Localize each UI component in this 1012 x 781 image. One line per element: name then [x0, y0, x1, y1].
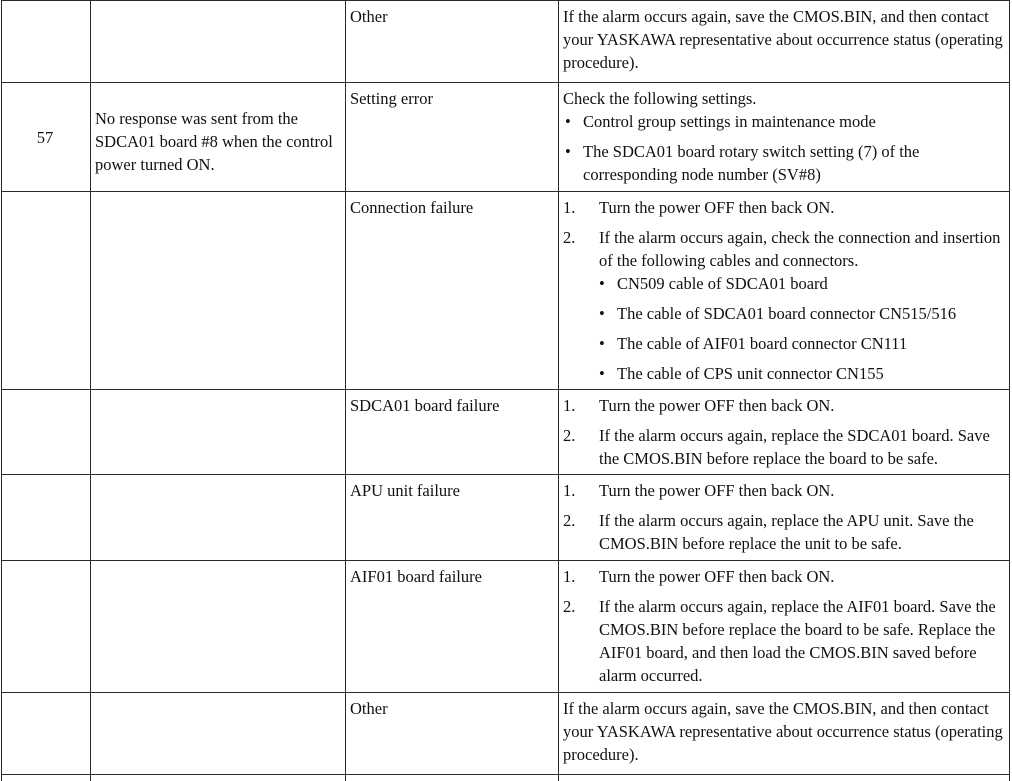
- table-row: [2, 475, 1010, 561]
- alarm-description-cell: [91, 83, 346, 192]
- remedy-cell: [559, 561, 1010, 693]
- remedy-cell: [559, 475, 1010, 561]
- list-item: [599, 272, 1003, 295]
- remedy-cell: [559, 83, 1010, 192]
- cause-cell: APU unit failure: [346, 475, 559, 561]
- bullet-text: The SDCA01 board rotary switch setting (7) of the corresponding node number (SV#8): [583, 140, 1003, 186]
- alarm-number-cell: 57: [2, 83, 91, 192]
- bullet-text: The cable of CPS unit connector CN155: [617, 362, 884, 385]
- step-number: 1.: [563, 394, 599, 417]
- list-item: [563, 424, 1003, 470]
- alarm-description-cell: [91, 1, 346, 83]
- alarm-description-cell: [91, 390, 346, 475]
- empty-cell: [91, 775, 346, 781]
- bullet-text: The cable of AIF01 board connector CN111: [617, 332, 907, 355]
- step-number: 1.: [563, 196, 599, 219]
- step-text: Turn the power OFF then back ON.: [599, 479, 1003, 502]
- step-text: If the alarm occurs again, replace the SDCA01 board. Save the CMOS.BIN before replace the board to be safe.: [599, 424, 1003, 470]
- alarm-table: [1, 0, 1010, 781]
- step-text: If the alarm occurs again, replace the APU unit. Save the CMOS.BIN before replace the unit to be safe.: [599, 509, 1003, 555]
- list-item: [563, 226, 1003, 385]
- step-text: Turn the power OFF then back ON.: [599, 394, 1003, 417]
- bullet-icon: •: [563, 140, 583, 186]
- list-item: [599, 302, 1003, 325]
- table-row: [2, 693, 1010, 775]
- table-row: [2, 192, 1010, 390]
- table-row: [2, 83, 1010, 192]
- alarm-number-cell: [2, 192, 91, 390]
- cause-cell: Setting error: [346, 83, 559, 192]
- alarm-description-text: No response was sent from the SDCA01 board #8 when the control power turned ON.: [95, 99, 339, 176]
- list-item: [599, 332, 1003, 355]
- cause-cell: AIF01 board failure: [346, 561, 559, 693]
- step-text: If the alarm occurs again, replace the AIF01 board. Save the CMOS.BIN before replace the board to be safe. Replace the AIF01 board, and then load the CMOS.BIN saved before alarm occurred.: [599, 595, 1003, 687]
- bullet-text: CN509 cable of SDCA01 board: [617, 272, 828, 295]
- step-text: Turn the power OFF then back ON.: [599, 196, 1003, 219]
- step-number: 2.: [563, 509, 599, 555]
- list-item: [563, 565, 1003, 588]
- list-item: [563, 140, 1003, 186]
- list-item: [563, 595, 1003, 687]
- alarm-number-cell: [2, 390, 91, 475]
- list-item: [599, 362, 1003, 385]
- bullet-icon: •: [599, 302, 617, 325]
- table-row-cutoff: [2, 775, 1010, 781]
- step-text: If the alarm occurs again, check the connection and insertion of the following cables and connectors.: [599, 226, 1003, 272]
- alarm-number-cell: [2, 561, 91, 693]
- alarm-description-cell: [91, 561, 346, 693]
- alarm-description-cell: [91, 475, 346, 561]
- bullet-icon: •: [599, 362, 617, 385]
- step-text: Turn the power OFF then back ON.: [599, 565, 1003, 588]
- list-item: [563, 110, 1003, 133]
- step-number: 1.: [563, 479, 599, 502]
- list-item: [563, 479, 1003, 502]
- alarm-number-cell: [2, 1, 91, 83]
- empty-cell: [2, 775, 91, 781]
- list-item: [563, 509, 1003, 555]
- remedy-cell: [559, 1, 1010, 83]
- table-row: [2, 1, 1010, 83]
- remedy-cell: [559, 192, 1010, 390]
- remedy-intro: Check the following settings.: [563, 87, 1003, 110]
- empty-cell: [346, 775, 559, 781]
- remedy-text: If the alarm occurs again, save the CMOS.BIN, and then contact your YASKAWA representative about occurrence status (operating procedure).: [563, 5, 1003, 74]
- bullet-text: Control group settings in maintenance mode: [583, 110, 876, 133]
- list-item: [563, 196, 1003, 219]
- cause-cell: Other: [346, 1, 559, 83]
- list-item: [563, 394, 1003, 417]
- bullet-icon: •: [599, 272, 617, 295]
- step-number: 2.: [563, 595, 599, 687]
- step-number: 2.: [563, 424, 599, 470]
- bullet-icon: •: [599, 332, 617, 355]
- alarm-description-cell: [91, 693, 346, 775]
- cause-cell: Connection failure: [346, 192, 559, 390]
- cause-cell: SDCA01 board failure: [346, 390, 559, 475]
- step-number: 2.: [563, 226, 599, 385]
- table-row: [2, 390, 1010, 475]
- remedy-cell: [559, 693, 1010, 775]
- bullet-text: The cable of SDCA01 board connector CN515/516: [617, 302, 956, 325]
- remedy-text: If the alarm occurs again, save the CMOS.BIN, and then contact your YASKAWA representative about occurrence status (operating procedure).: [563, 697, 1003, 766]
- alarm-number-cell: [2, 693, 91, 775]
- alarm-description-cell: [91, 192, 346, 390]
- remedy-cell: [559, 390, 1010, 475]
- alarm-number-cell: [2, 475, 91, 561]
- cause-cell: Other: [346, 693, 559, 775]
- empty-cell: [559, 775, 1010, 781]
- table-row: [2, 561, 1010, 693]
- bullet-icon: •: [563, 110, 583, 133]
- step-number: 1.: [563, 565, 599, 588]
